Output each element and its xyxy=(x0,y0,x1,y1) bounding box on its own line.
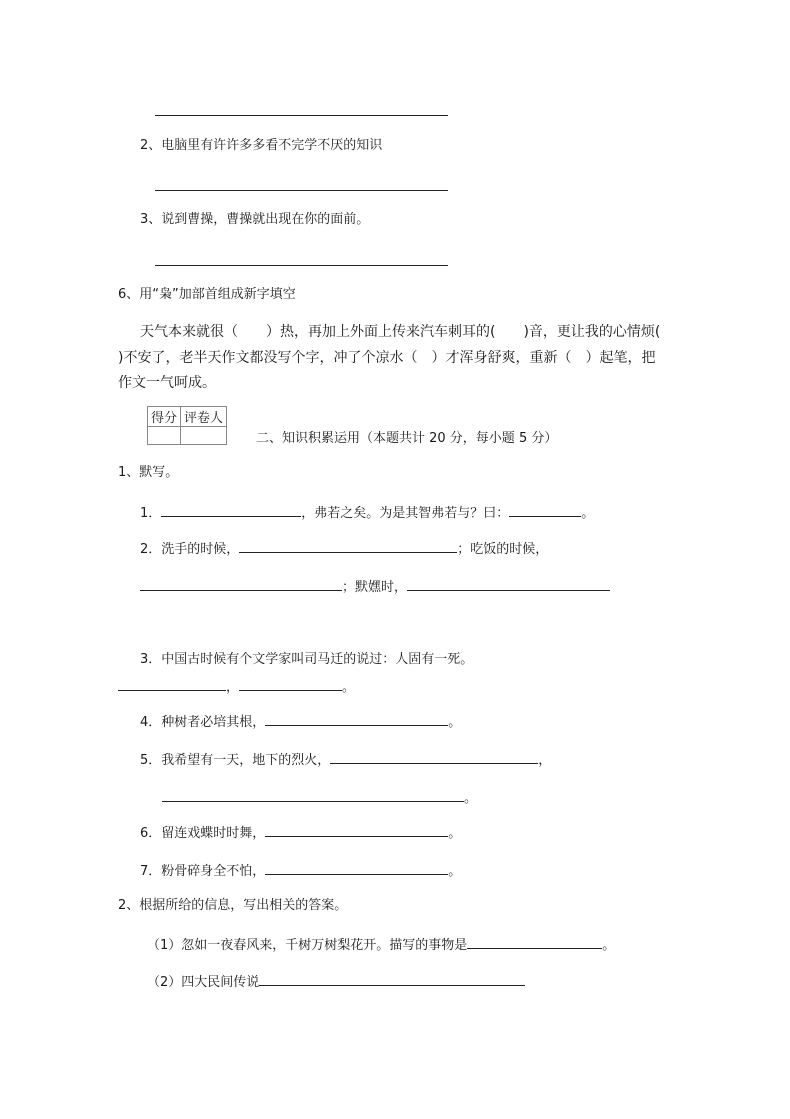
question-6-line-1: 天气本来就很（ ）热，再加上外面上传来汽车刺耳的( )音，更让我的心情烦( xyxy=(140,324,661,340)
grader-label: 评卷人 xyxy=(181,407,227,427)
answer-line[interactable] xyxy=(155,190,448,191)
recite-item-5 xyxy=(140,749,551,770)
item-text: 。 xyxy=(448,715,462,730)
blank[interactable] xyxy=(140,576,342,591)
grader-cell[interactable] xyxy=(181,427,227,445)
blank[interactable] xyxy=(407,576,610,591)
item-text: 7．粉骨碎身全不怕， xyxy=(140,864,266,879)
recite-item-7 xyxy=(140,860,461,881)
recite-item-3: 3．中国古时候有个文学家叫司马迁的说过：人固有一死。 xyxy=(140,652,474,667)
item-text: （2）四大民间传说 xyxy=(147,975,260,990)
item-text: 。 xyxy=(602,938,616,953)
item-text: 。 xyxy=(581,506,595,521)
recite-item-6 xyxy=(140,822,461,843)
sentence-item-3: 3、说到曹操，曹操就出现在你的面前。 xyxy=(140,212,370,227)
blank[interactable] xyxy=(161,502,301,517)
item-text: 6．留连戏蝶时时舞， xyxy=(140,826,266,841)
sentence-item-2: 2、电脑里有许许多多看不完学不厌的知识 xyxy=(140,138,383,153)
answer-line[interactable] xyxy=(155,265,448,266)
item-text: 2．洗手的时候， xyxy=(140,542,240,557)
item-text: 4．种树者必培其根， xyxy=(140,715,266,730)
recite-item-4 xyxy=(140,711,461,732)
item-text: ，弗若之矣。为是其智弗若与？曰： xyxy=(301,506,510,521)
recite-item-2-cont xyxy=(140,576,610,597)
blank[interactable] xyxy=(259,971,525,986)
blank[interactable] xyxy=(162,787,464,802)
question-6-title: 6、用“枭”加部首组成新字填空 xyxy=(118,287,296,302)
recite-item-5-cont xyxy=(162,787,477,808)
blank[interactable] xyxy=(239,538,457,553)
recite-item-3-cont xyxy=(118,676,355,697)
blank[interactable] xyxy=(467,934,602,949)
item-number: 1． xyxy=(140,506,162,521)
question-6-line-2: )不安了，老半天作文都没写个字，冲了个凉水（ ）才浑身舒爽，重新（ ）起笔，把 xyxy=(118,350,656,366)
item-text: 。 xyxy=(448,826,462,841)
item-text: ；吃饭的时候， xyxy=(457,542,549,557)
score-label: 得分 xyxy=(148,407,181,427)
item-text: ；默嫼时， xyxy=(342,580,408,595)
blank[interactable] xyxy=(265,860,448,875)
answer-line[interactable] xyxy=(155,115,448,116)
score-cell[interactable] xyxy=(148,427,181,445)
blank[interactable] xyxy=(509,502,581,517)
question-2-sub-1 xyxy=(147,934,615,955)
question-6-line-3: 作文一气呵成。 xyxy=(118,375,216,391)
item-text: 。 xyxy=(464,791,478,806)
question-1-title: 1、默写。 xyxy=(118,465,179,480)
blank[interactable] xyxy=(265,822,448,837)
question-2-title: 2、根据所给的信息，写出相关的答案。 xyxy=(118,898,348,913)
item-text: 5．我希望有一天，地下的烈火， xyxy=(140,753,331,768)
blank[interactable] xyxy=(265,711,448,726)
recite-item-2 xyxy=(140,538,548,559)
blank[interactable] xyxy=(330,749,538,764)
blank[interactable] xyxy=(118,676,226,691)
part-2-heading: 二、知识积累运用（本题共计 20 分，每小题 5 分） xyxy=(256,431,558,446)
item-text: （1）忽如一夜春风来，千树万树梨花开。描写的事物是 xyxy=(147,938,468,953)
item-text: 。 xyxy=(448,864,462,879)
recite-item-1 xyxy=(140,502,594,523)
question-2-sub-2 xyxy=(147,971,525,992)
blank[interactable] xyxy=(239,676,342,691)
item-text: 。 xyxy=(342,680,356,695)
item-text: ， xyxy=(226,680,240,695)
score-box xyxy=(147,406,227,445)
item-text: ， xyxy=(538,753,552,768)
